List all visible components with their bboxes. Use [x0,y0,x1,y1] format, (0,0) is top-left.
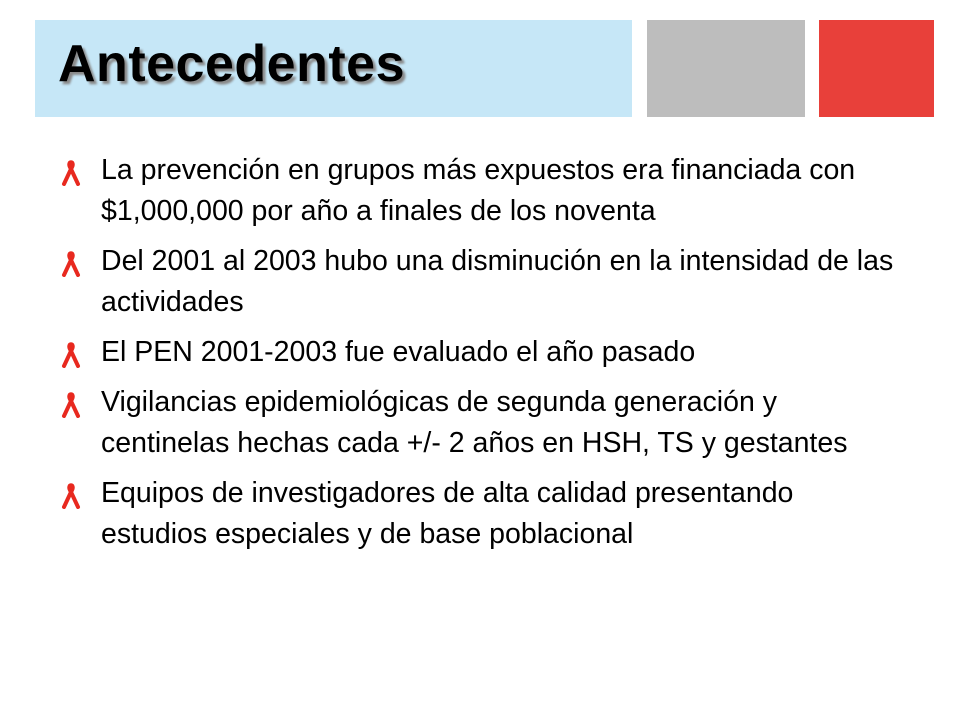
bullet-text: Equipos de investigadores de alta calidad presentando estudios especiales y de base poblacional [101,477,794,550]
red-ribbon-icon [60,341,82,368]
bullet-item [60,473,900,555]
red-accent-block [819,20,934,117]
bullet-text: La prevención en grupos más expuestos era financiada con $1,000,000 por año a finales de los noventa [101,154,856,227]
bullet-text: El PEN 2001-2003 fue evaluado el año pasado [101,336,696,368]
red-ribbon-icon [60,159,82,186]
red-ribbon-icon [60,250,82,277]
slide-title: Antecedentes [58,35,405,93]
red-ribbon-icon [60,391,82,418]
bullet-text: Del 2001 al 2003 hubo una disminución en la intensidad de las actividades [101,245,894,318]
gray-accent-block [647,20,805,117]
bullet-list [60,150,900,564]
bullet-item [60,241,900,323]
bullet-item [60,150,900,232]
bullet-text: Vigilancias epidemiológicas de segunda generación y centinelas hechas cada +/- 2 años en HSH, TS y gestantes [101,386,848,459]
bullet-item [60,382,900,464]
bullet-item [60,332,900,373]
red-ribbon-icon [60,482,82,509]
